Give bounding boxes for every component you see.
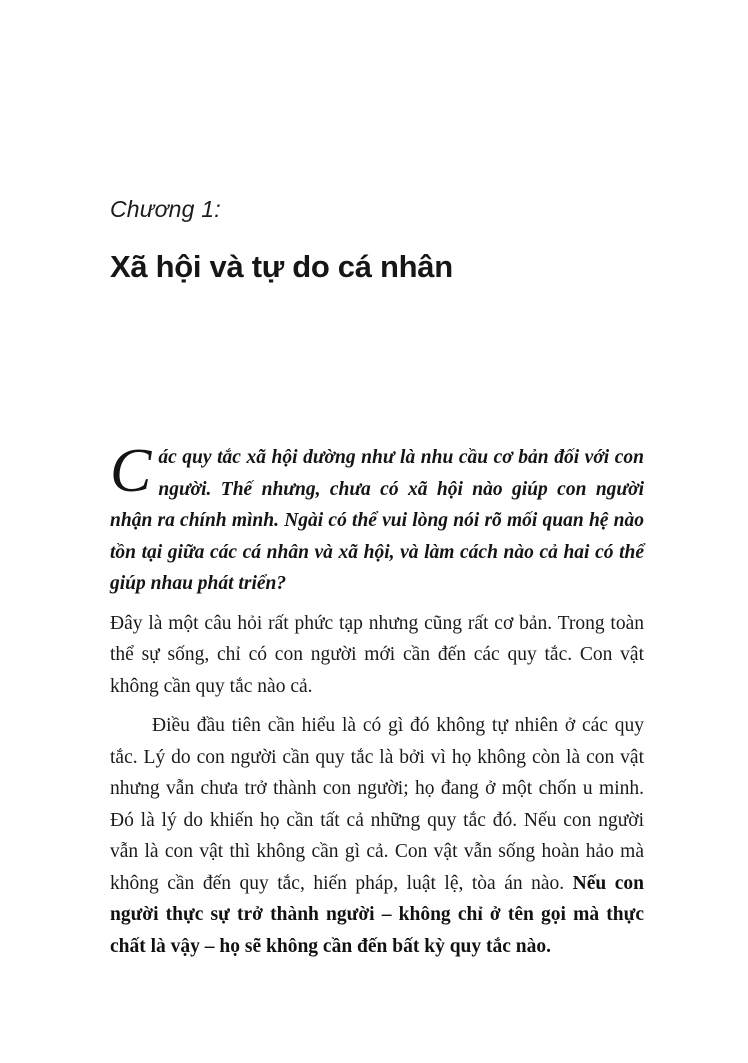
body-text xyxy=(110,437,644,962)
chapter-header xyxy=(110,196,644,286)
chapter-label: Chương 1: xyxy=(110,196,221,222)
dropcap-letter: C xyxy=(110,437,152,506)
paragraph-bold-text: Nếu con người thực sự trở thành người – không chỉ ở tên gọi mà thực chất là vậy – họ sẽ không cần đến bất kỳ quy tắc nào. xyxy=(110,872,644,957)
paragraph: Đây là một câu hỏi rất phức tạp nhưng cũng rất cơ bản. Trong toàn thể sự sống, chỉ có con người mới cần đến các quy tắc. Con vật không cần quy tắc nào cả. xyxy=(110,612,644,697)
question-text: ác quy tắc xã hội dường như là nhu cầu cơ bản đối với con người. Thế nhưng, chưa có xã hội nào giúp con người nhận ra chính mình. Ngài có thể vui lòng nói rõ mối quan hệ nào tồn tại giữa các cá nhân và xã hội, và làm cách nào cả hai có thể giúp nhau phát triển? xyxy=(110,447,644,595)
chapter-title: Xã hội và tự do cá nhân xyxy=(110,248,453,284)
question-paragraph xyxy=(110,437,644,600)
paragraph xyxy=(110,710,644,962)
paragraph-text: Điều đầu tiên cần hiểu là có gì đó không tự nhiên ở các quy tắc. Lý do con người cần quy tắc là bởi vì họ không còn là con vật nhưng vẫn chưa trở thành con người; họ đang ở một chốn u minh. Đó là lý do khiến họ cần tất cả những quy tắc đó. Nếu con người vẫn là con vật thì không cần gì cả. Con vật vẫn sống hoàn hảo mà không cần đến quy tắc, hiến pháp, luật lệ, tòa án nào. xyxy=(110,715,644,894)
